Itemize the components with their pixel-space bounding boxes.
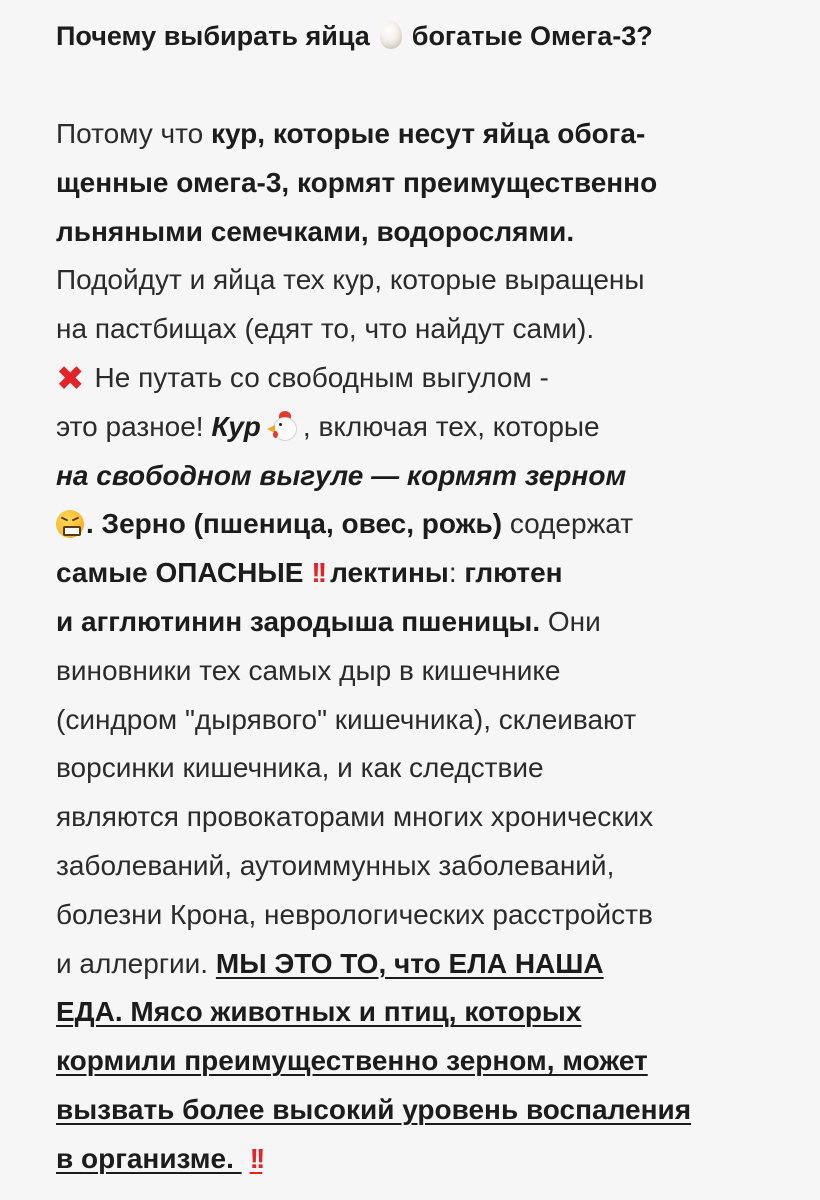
body-line-13 xyxy=(56,696,776,745)
body-line-6 xyxy=(56,354,776,403)
body-line-15 xyxy=(56,793,776,842)
chicken-icon xyxy=(267,411,297,441)
body-line-22 xyxy=(56,1135,776,1184)
bold-underlined-text-run: вызвать более высокий уровень воспаления xyxy=(56,1093,692,1125)
body-line-2 xyxy=(56,159,776,208)
body-line-9 xyxy=(56,500,776,549)
text-run: (синдром "дырявого" кишечника), склеивают xyxy=(56,703,637,735)
body-line-12 xyxy=(56,647,776,696)
text-run: Они xyxy=(540,605,601,637)
body-line-19 xyxy=(56,988,776,1037)
body-line-21 xyxy=(56,1086,776,1135)
body-line-7 xyxy=(56,403,776,452)
double-exclamation-icon: !! xyxy=(311,557,325,589)
text-run: Подойдут и яйца тех кур, которые выращены xyxy=(56,264,645,296)
text-run: это разное! xyxy=(56,410,212,442)
bold-italic-text-run: Кур xyxy=(211,410,261,442)
text-run: : xyxy=(448,557,465,589)
text-run: болезни Крона, неврологических расстройств xyxy=(56,898,653,930)
bold-text-run: . Зерно (пшеница, овес, рожь) xyxy=(86,508,503,540)
bold-text-run: глютен xyxy=(464,557,563,589)
bold-underlined-text-run: ЕДА. Мясо животных и птиц, которых xyxy=(56,996,582,1028)
body-line-16 xyxy=(56,842,776,891)
text-run: виновники тех самых дыр в кишечнике xyxy=(56,654,561,686)
double-exclamation-icon: !! xyxy=(249,1142,263,1174)
text-run: содержат xyxy=(502,508,634,540)
body-line-17 xyxy=(56,891,776,940)
post-title xyxy=(56,14,653,58)
text-run: заболеваний, аутоиммунных заболеваний, xyxy=(56,849,615,881)
body-line-4 xyxy=(56,256,776,305)
bold-text-run: льняными семечками, водорослями. xyxy=(56,215,575,247)
body-line-20 xyxy=(56,1037,776,1086)
body-line-8 xyxy=(56,452,776,501)
body-line-14 xyxy=(56,744,776,793)
egg-icon xyxy=(380,21,402,49)
bold-underlined-text-run: МЫ ЭТО ТО, что ЕЛА НАША xyxy=(215,947,604,979)
body-line-11 xyxy=(56,598,776,647)
bold-underlined-text-run: в организме. xyxy=(56,1142,242,1174)
text-run: ворсинки кишечника, и как следствие xyxy=(56,752,544,784)
body-line-18 xyxy=(56,940,776,989)
title-text-start: Почему выбирать яйца xyxy=(56,21,370,51)
confounded-face-icon xyxy=(56,510,84,538)
text-run: Не путать со свободным выгулом - xyxy=(94,361,549,393)
bold-italic-text-run: на свободном выгуле — кормят зерном xyxy=(56,459,627,491)
bold-underlined-text-run: кормили преимущественно зерном, может xyxy=(56,1045,648,1077)
text-run: и аллергии. xyxy=(56,947,216,979)
cross-mark-icon: ✖ xyxy=(56,359,85,398)
bold-text-run: кур, которые несут яйца обога- xyxy=(210,118,646,149)
bold-text-run: щенные омега-3, кормят преимущественно xyxy=(56,166,658,198)
body-line-1 xyxy=(56,110,776,159)
bold-text-run: и агглютинин зародыша пшеницы. xyxy=(56,605,541,637)
post-body xyxy=(56,110,776,1184)
body-line-5 xyxy=(56,305,776,354)
text-run: Потому что xyxy=(56,118,211,149)
text-run: , включая тех, которые xyxy=(302,410,600,442)
bold-text-run: самые ОПАСНЫЕ xyxy=(56,557,304,589)
body-line-10 xyxy=(56,549,776,598)
text-run: являются провокаторами многих хронических xyxy=(56,801,654,833)
bold-text-run: лектины xyxy=(330,557,449,589)
text-run: на пастбищах (едят то, что найдут сами). xyxy=(56,313,595,345)
title-text-end: богатые Омега-3? xyxy=(411,21,653,51)
body-line-3 xyxy=(56,208,776,257)
